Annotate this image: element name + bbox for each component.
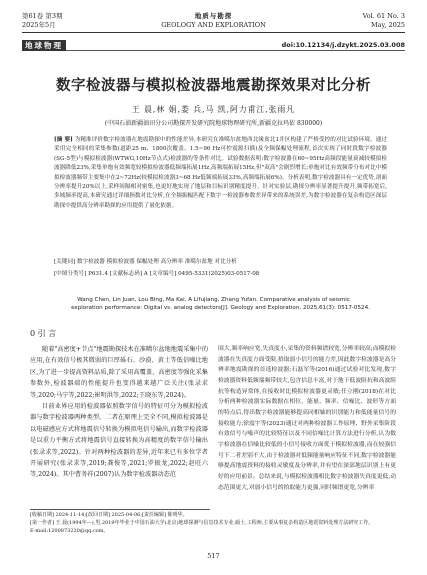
paragraph: 围大,频率响应宽,失真度小,采集的资料频谱较宽,分辨率较高;而模拟检波器在失真度方面受限,拾取弱小信号的能力差,因此数字检波器是高分辨率地震勘探的首选检波器;石磊军等(2016)通过试验对比发现,数字检波器资料低频端频带较大,包含信息丰富,对于地下低波阻抗和高波阻抗等构造异常体,在接收时比模拟检波器更灵敏;任立刚(2018)在对比分析两种检波器实际数据在相位、能量、频率、信噪比、波形等方面的特点后,得出数字检波器能够提高同相轴的识别能力和低能量信号的接收能力;徐震宇等(2023)通过对两种检波器工作原理、野外采集阶段有效信号与噪声的比较特征以及不同信噪比计算方法进行分析,认为数字检波器在信噪比较低的小信号接收方面优于模拟检波器,而在较强信号下二者差别不大,由于检波器对低频能量响应特征不同,数字检波器能够提高地震资料的接收灵敏度及分辨率,并有望在深部地层识别上有更好的应用前景。总结来说,与模拟检波器相比数字检波器失真度更低,动态范围更大,对弱小信号的拾取能力更强,同时频谱更宽,分辨率 [218,346,396,491]
english-citation-source: exploration performance: Digital vs. analog detectors[J]. Geology and Exploration, 2025,61(3): 0517-0524. [71,305,370,311]
abstract-label: [摘 要] [54,137,73,143]
english-citation-authors: Wang Chen, Lin Juan, Lou Bing, Ma Kai, A Lifujiang, Zhang Yufan. Comparative analysis of seismic [77,297,350,303]
author-list: 王 晨,林 娟,娄 兵,马 凯,阿力甫江,张雨凡 [131,105,296,114]
paragraph: 目前业界应用的检波器依照数字信号的特征可分为模拟检波器与数字检波器两种类型。二者在原理上完全不同,模拟检波器是以电磁感应方式将地震信号转换为模拟电信号输出,而数字检波器是以重力平衡方式将地震信号直接转换为高精度的数字信号输出(张录求等,2022)。针对两种检波器的差异,近年来已有多位学者开展研究(张录求等,2019;龚俊等,2021;罗振龙,2022;赵旺六等,2024)。其中曹务祥(2007)认为数字检波器动态范 [30,403,208,479]
band-rule [66,50,405,51]
footnote-rule [30,509,210,510]
abstract-text: 为精准评价数字检波器在地震勘探中的性能差异,本研究在准噶尔盆地西北缘盆北1井区构建了严格受控的对比试验环境。通过采用完全相同的采集参数(道距25 m、1800次覆盖、1.5~96 Hz可控震源扫描)及全频保幅处理流程,首次实现了同时段数字检波器(SG-5型)与模拟检波器(WTWG,10Hz节点式)检波器的等条件对比。试验数据表明:数字检波器在60~95Hz高频段能量衰减较模拟检波器降低23%,采集单炮有效频宽较模拟检波器低频端拓展1Hz,高频端拓展15Hz,但"双高"会剧烈增长;单炮对比有效频带分布对比中模拟检波器频带主要集中在2~72Hz(较模拟检波器3~68 Hz低频端拓展33%,高频端拓展6%)。分析表明,数字检波器具有一定优势,剖面分辨率提升20%以上,采样间隔相对密集,也更好地实现了地层和目标识别精度提升。针对实验层,勘探分辨率显著提升提升,频带拓宽后,多域频率提高,本研究通过详细指数对比分析,在全频振幅匹配下数字一检波器参数差异带来的系统误差,为数字检波器在复杂构造区深层勘探中提供高分辨率勘探的应用提供了量化依据。 [54,137,388,209]
affiliation: (中国石油新疆油田分公司勘探开发研究院地球物理研究所,新疆克拉玛依 830000) [104,120,323,127]
abstract [54,136,387,211]
page-number: 517 [207,552,220,560]
paragraph: 随着"高密度+节点"地震勘探技术在准噶尔盆地地震采集中的应用,在有效信号极其微弱的巨厚砾石、沙漠、黄土等低信噪比地区,为了进一步提高资料品质,除了采用高覆盖、高密度等强化采集参数外,检波器端的性能提升也变得越来越广泛关注(张录求等,2020;马宁等,2022;崔明洪等,2022;王晓东等,2024)。 [30,346,208,399]
body-column-right [218,344,396,493]
journal-name-en: GEOLOGY AND EXPLORATION [161,20,266,29]
paper-title: 数字检波器与模拟检波器地震勘探效果对比分析 [56,78,371,94]
section-band: 地球物理 [22,40,66,51]
keywords: [关键词] 数字检波器 模拟检波器 保幅处理 高分辨率 准噶尔盆地 对比分析 [54,259,237,265]
doi-label: doi:10.12134/j.dzykt.2025.03.008 [281,41,405,49]
journal-name-cn: 地质与勘探 [194,12,233,20]
footnote-author: [第一作者] 王 晨(1994年—),男,2019年毕业于中国石油大学(北京)地球探测与信息技术专业,硕士,工程师,主要从事复杂构造区地震资料处理方法研究工作。 [30,520,374,526]
footnote-received: [收稿日期] 2024-11-14;[改回日期] 2025-04-06;[责任编辑] 陈明华。 [30,512,188,518]
volume-issue-text: 第61卷 第3期 [22,12,63,20]
volume-en-text: Vol. 61 No. 3 [362,12,405,20]
classification-info: [中图分类号] P631.4 [文献标志码] A [文章编号] 0495-5331(2025)03-0517-08 [54,271,260,277]
section-heading: 0 引 言 [30,329,57,338]
footnote-email: E-mail:1200873220@qq.com。 [30,528,109,534]
publication-date-text: 2025年5月 [22,20,56,29]
header-rule [22,32,405,33]
journal-volume-en [363,12,405,29]
body-column-left [30,344,208,481]
date-en-text: May, 2025 [370,20,405,29]
